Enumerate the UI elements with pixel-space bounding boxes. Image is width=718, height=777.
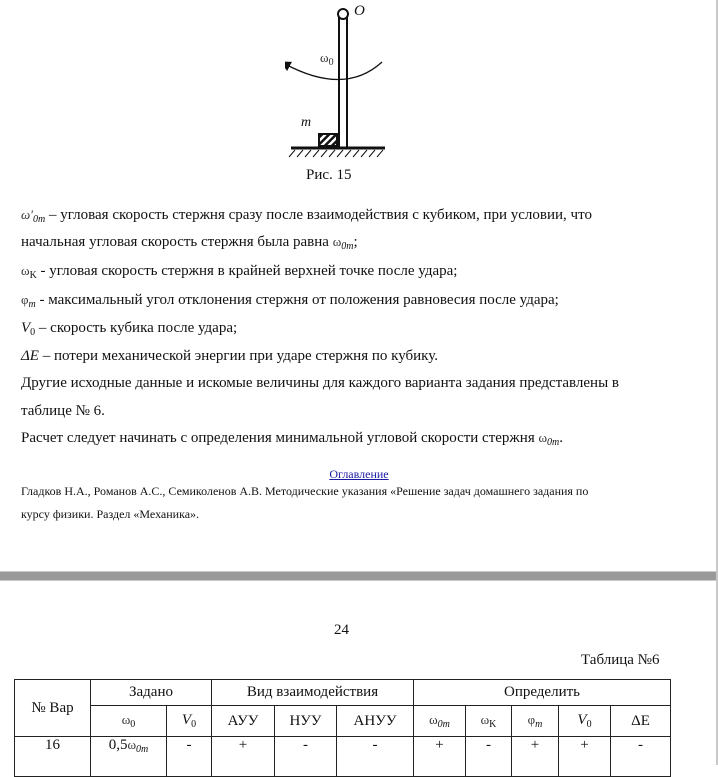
cell-auu: + xyxy=(212,737,275,777)
cell-anuu: - xyxy=(337,737,414,777)
header-interaction: Вид взаимодействия xyxy=(212,680,414,706)
paragraph-other-data-2: таблице № 6. xyxy=(21,403,105,419)
header-determine: Определить xyxy=(414,680,671,706)
definition-phi-m: $\varphi_m$ - максимальный угол отклонения стержня от положения равновесия после удара; xyxy=(21,292,559,310)
pivot-label: O xyxy=(354,3,365,19)
cell-variant: 16 xyxy=(15,737,91,777)
figure-caption: Рис. 15 xyxy=(306,167,352,183)
paragraph-calc-start: Расчет следует начинать с определения минимальной угловой скорости стержня $\omega_{0m}$. xyxy=(21,430,564,448)
definition-omega-k: $\omega_K$ - угловая скорость стержня в крайней верхней точке после удара; xyxy=(21,263,458,281)
page-number: 24 xyxy=(334,622,349,638)
cell-delta-e: - xyxy=(611,737,671,777)
header-v0-determine: $V_0$ xyxy=(559,706,611,737)
definition-omega-prime-cont: начальная угловая скорость стержня была равна $\omega_{0m}$; xyxy=(21,234,358,252)
definition-delta-e: ΔE – потери механической энергии при ударе стержня по кубику. xyxy=(21,348,438,364)
cell-omega0m: + xyxy=(414,737,466,777)
header-anuu: АНУУ xyxy=(337,706,414,737)
cell-phim: + xyxy=(512,737,559,777)
header-omega0: $\omega_0$ xyxy=(91,706,167,737)
header-omegaK: $\omega_K$ xyxy=(466,706,512,737)
cell-omega0: $0,5\omega_{0m}$ xyxy=(91,737,167,777)
definition-v0: $V_0$ – скорость кубика после удара; xyxy=(21,320,238,338)
toc-link[interactable]: Оглавление xyxy=(329,467,389,481)
header-nuu: НУУ xyxy=(275,706,337,737)
paragraph-other-data-1: Другие исходные данные и искомые величины для каждого варианта задания представлены в xyxy=(21,375,619,391)
header-delta-e: ΔE xyxy=(611,706,671,737)
header-variant: № Вар xyxy=(15,680,91,737)
header-v0-given: $V_0$ xyxy=(167,706,212,737)
table-row xyxy=(15,737,671,777)
footer-reference-line1: Гладков Н.А., Романов А.С., Семиколенов А.В. Методические указания «Решение задач домашнего задания по xyxy=(21,484,589,498)
figure-rod-diagram xyxy=(285,0,395,160)
header-omega0m: $\omega_{0m}$ xyxy=(414,706,466,737)
footer-reference-line2: курсу физики. Раздел «Механика». xyxy=(21,507,200,521)
cell-nuu: - xyxy=(275,737,337,777)
mass-label: m xyxy=(301,115,312,130)
page-separator xyxy=(0,571,716,581)
header-given: Задано xyxy=(91,680,212,706)
definition-omega-prime: $\omega'_{0m}$ – угловая скорость стержня сразу после взаимодействия с кубиком, при условии, что xyxy=(21,207,592,225)
variants-table xyxy=(14,679,671,777)
toc-link-container xyxy=(0,467,718,482)
header-phim: $\varphi_m$ xyxy=(512,706,559,737)
header-auu: АУУ xyxy=(212,706,275,737)
omega-label: $\omega_0$ xyxy=(320,50,334,68)
table-title: Таблица №6 xyxy=(581,652,660,668)
cell-v0-given: - xyxy=(167,737,212,777)
rod-pendulum-icon xyxy=(285,0,395,160)
cell-omegaK: - xyxy=(466,737,512,777)
cell-v0-determine: + xyxy=(559,737,611,777)
